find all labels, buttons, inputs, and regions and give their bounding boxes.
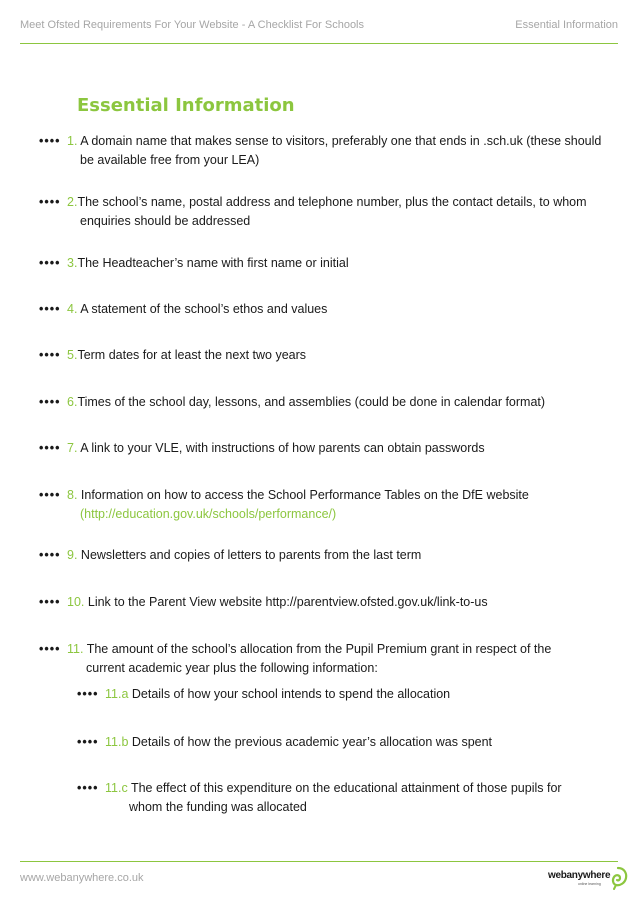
- performance-tables-link[interactable]: (http://education.gov.uk/schools/performance/): [80, 507, 337, 521]
- item-text: The school’s name, postal address and telephone number, plus the contact details, to whom: [77, 195, 587, 209]
- bullet-dots: ••••: [77, 735, 99, 749]
- bullet-dots: ••••: [39, 348, 61, 362]
- item-number: 10.: [67, 595, 85, 609]
- item-number: 9.: [67, 548, 78, 562]
- header-divider: [20, 43, 618, 44]
- list-item: [39, 640, 552, 678]
- list-item: [39, 546, 422, 565]
- item-text: Term dates for at least the next two years: [77, 348, 307, 362]
- logo-wordmark: webanywhere: [548, 870, 611, 881]
- list-item: [39, 132, 602, 170]
- item-text: The Headteacher’s name with first name or initial: [77, 256, 349, 270]
- item-text: The effect of this expenditure on the educational attainment of those pupils for: [127, 781, 562, 795]
- bullet-dots: ••••: [39, 441, 61, 455]
- sub-list-item: [77, 733, 493, 752]
- list-item: [39, 486, 529, 524]
- item-text-continued: be available free from your LEA): [80, 153, 260, 167]
- bullet-dots: ••••: [39, 395, 61, 409]
- webanywhere-logo: [548, 866, 628, 890]
- item-text-continued: enquiries should be addressed: [80, 214, 251, 228]
- item-text: Times of the school day, lessons, and assemblies (could be done in calendar format): [77, 395, 546, 409]
- footer-divider: [20, 861, 618, 862]
- list-item: [39, 593, 488, 612]
- bullet-dots: ••••: [39, 642, 61, 656]
- bullet-dots: ••••: [39, 595, 61, 609]
- item-number: 11.: [67, 642, 84, 656]
- sub-list-item: [77, 685, 451, 704]
- item-number: 4.: [67, 302, 78, 316]
- bullet-dots: ••••: [77, 781, 99, 795]
- footer-website-link[interactable]: www.webanywhere.co.uk: [20, 872, 144, 884]
- document-title: Meet Ofsted Requirements For Your Website - A Checklist For Schools: [20, 19, 365, 31]
- item-text: A link to your VLE, with instructions of how parents can obtain passwords: [77, 441, 485, 455]
- item-text: A domain name that makes sense to visitors, preferably one that ends in .sch.uk (these should: [77, 134, 602, 148]
- item-text: Link to the Parent View website http://parentview.ofsted.gov.uk/link-to-us: [84, 595, 488, 609]
- item-number: 3.: [67, 256, 78, 270]
- bullet-dots: ••••: [39, 488, 61, 502]
- item-text-continued: current academic year plus the following information:: [86, 661, 378, 675]
- bullet-dots: ••••: [39, 302, 61, 316]
- item-number: 11.b: [105, 735, 129, 749]
- item-number: 6.: [67, 395, 78, 409]
- item-number: 8.: [67, 488, 78, 502]
- page-header: [0, 0, 638, 44]
- item-number: 11.c: [105, 781, 128, 795]
- item-text: A statement of the school’s ethos and values: [77, 302, 328, 316]
- item-text: Details of how your school intends to spend the allocation: [128, 687, 451, 701]
- item-number: 5.: [67, 348, 78, 362]
- bullet-dots: ••••: [39, 195, 61, 209]
- list-item: [39, 346, 307, 365]
- bullet-dots: ••••: [39, 548, 61, 562]
- item-text: Details of how the previous academic year’s allocation was spent: [128, 735, 493, 749]
- logo-tagline: online learning: [578, 882, 601, 886]
- page-heading: Essential Information: [77, 95, 295, 116]
- bullet-dots: ••••: [39, 256, 61, 270]
- list-item: [39, 254, 349, 273]
- list-item: [39, 193, 587, 231]
- sub-list-item: [77, 779, 562, 817]
- item-text: Information on how to access the School Performance Tables on the DfE website: [77, 488, 529, 502]
- section-label: Essential Information: [515, 19, 618, 31]
- item-number: 7.: [67, 441, 78, 455]
- item-text: The amount of the school’s allocation from the Pupil Premium grant in respect of the: [83, 642, 552, 656]
- list-item: [39, 300, 328, 319]
- list-item: [39, 393, 546, 412]
- bullet-dots: ••••: [77, 687, 99, 701]
- item-text: Newsletters and copies of letters to parents from the last term: [77, 548, 422, 562]
- list-item: [39, 439, 485, 458]
- bullet-dots: ••••: [39, 134, 61, 148]
- item-number: 1.: [67, 134, 78, 148]
- item-text-continued: whom the funding was allocated: [129, 800, 307, 814]
- leaf-icon: [608, 866, 628, 890]
- item-number: 11.a: [105, 687, 129, 701]
- item-number: 2.: [67, 195, 78, 209]
